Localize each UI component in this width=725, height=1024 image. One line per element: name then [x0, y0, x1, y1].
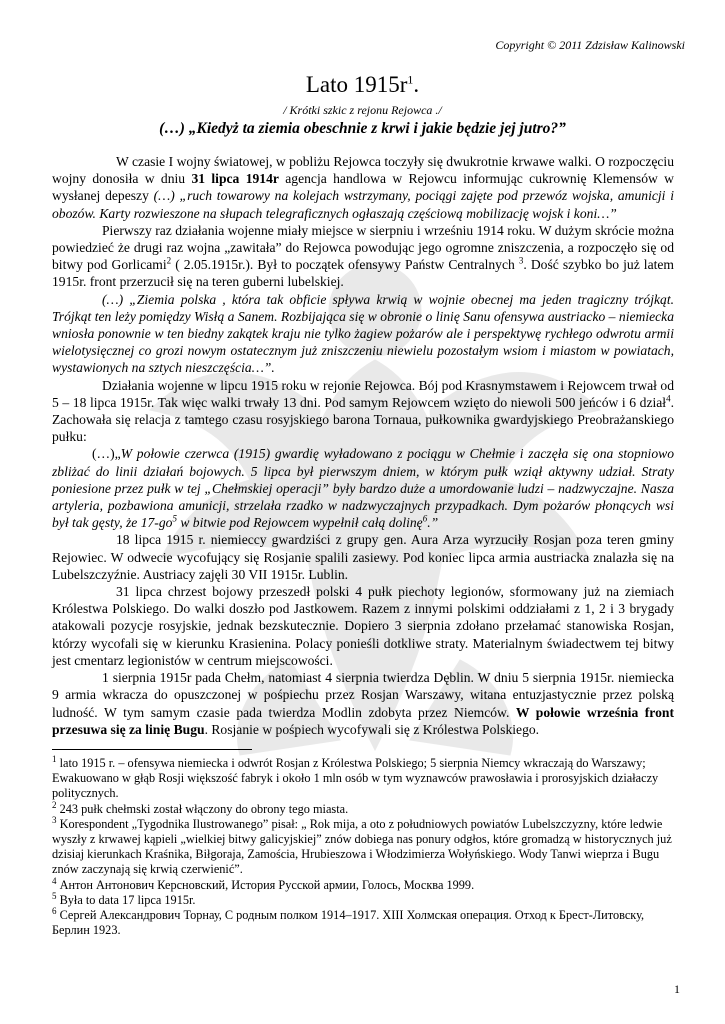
text-run: . Rosjanie w pośpiech wycofywali się z Królestwa Polskiego. — [204, 721, 540, 737]
italic-quote: W połowie czerwca (1915) gwardię wyładowano z pociągu w Chełmie i zaczęła się ona stopniowo zbliżać do linii działań bojowych. 5 lipca był pierwszym dniem, w którym pułk wziął aktywny udział. Straty poniesione przez pułk w tej „Chełmskiej operacji” były bardzo duże a umordowanie ludzi – nadzwyczajne. Nasza artyleria, pozbawiona amunicji, strzelała rzadko w nadzwyczajnych przypadkach. Dym pożarów płonących wsi był tak gęsty, że 17-go — [52, 446, 674, 531]
page-subtitle: / Krótki szkic z rejonu Rejowca ./ — [283, 103, 442, 117]
text-run: agencja handlowa w Rejowcu informując cukrownię Klemensów w wysłanej depeszy — [52, 171, 674, 204]
footnote-number: 5 — [52, 890, 57, 901]
quote-paragraph: (…) „Ziemia polska , która tak obficie spływa krwią w wojnie obecnej ma jeden tragiczny trójkąt. Trójkąt ten leży pomiędzy Wisłą a Sanem. Rozbijająca się w obronie o linię Sanu ofensywa austriacko – niemiecka wniosła ponownie w ten biedny zakątek kraju nie tylko żagiew pożarów ale i perspektywę rychłego odwrotu armii wielotysięcznej co grozi nowym ostatecznym już zniszczeniu niewielu pozostałym wsiom i miastom w powiatach, wystawionych na sztych nieszczęścia…”. — [52, 291, 674, 376]
footnote — [52, 905, 674, 938]
quote-paragraph — [52, 445, 674, 531]
footnote-ref: 1 — [407, 72, 414, 87]
text-run: . Zachowała się relacja z tamtego czasu rosyjskiego barona Tornaua, pułkownika gwardyjskiego Preobrażanskiego pułku: — [52, 394, 674, 445]
italic-quote: (…) „ruch towarowy na kolejach wstrzymany, pociągi zajęte pod przewóz wojska, amunicji i obozów. Karty rozwieszone na słupach telegraficznych ogłaszają częściową mobilizację wojsk i koni…” — [52, 188, 674, 221]
paragraph — [52, 153, 674, 222]
italic-quote: w bitwie pod Rejowcem wypełnił całą dolinę — [176, 515, 423, 531]
paragraph: 31 lipca chrzest bojowy przeszedł polski 4 pułk piechoty legionów, sformowany już na ziemiach Królestwa Polskiego. Do walki doszło pod Jastkowem. Razem z innymi polskimi oddziałami z 1, 2 i 3 brygady atakowali pozycje rosyjskie, jednak bezskutecznie. Dopiero 3 sierpnia zdołano przełamać stanowiska Rosjan, którzy wycofali się w kierunku Krasienina. Polacy ponieśli dotkliwe straty. Materialnym świadectwem tej bitwy jest cmentarz legionistów w centrum miejscowości. — [52, 584, 674, 668]
footnote-number: 4 — [52, 875, 57, 886]
bold-date: 31 lipca 1914r — [191, 171, 279, 187]
paragraph — [52, 377, 674, 446]
title-text: Lato 1915r — [305, 72, 408, 97]
article-body — [52, 153, 674, 738]
text-run: W czasie I wojny światowej, w pobliżu Rejowca toczyły się dwukrotnie krwawe walki. O rozpoczęciu wojny donosiła w dniu — [52, 154, 674, 187]
text-run: 1 sierpnia 1915r pada Chełm, natomiast 4 sierpnia twierdza Dęblin. W dniu 5 sierpnia 1915r. niemiecka 9 armia wkracza do opuszczonej w pośpiechu przez Rosjan Warszawy, witana entuzjastycznie przez polską ludność. W tym samym czasie pada twierdza Modlin zdobyta przez Niemców. — [52, 670, 674, 720]
footnote-ref: 2 — [166, 255, 172, 266]
copyright-notice: Copyright © 2011 Zdzisław Kalinowski — [495, 38, 685, 52]
footnote-number: 1 — [52, 753, 57, 764]
paragraph — [52, 222, 674, 291]
footnote — [52, 814, 674, 878]
footnote-ref: 6 — [422, 513, 428, 524]
footnote-number: 6 — [52, 905, 57, 916]
footnote-text: Korespondent „Tygodnika Ilustrowanego” pisał: „ Rok mija, a oto z południowych powiatów Lubelszczyzny, które ledwie wyszły z krwawej kąpieli „wielkiej bitwy galicyjskiej” znów dobiega nas ponury odgłos, które gromadzą w historycznych już dzisiaj kierunkach Kraśnika, Biłgoraja, Zamościa, Hrubieszowa i Włodzimierza Wołyńskiego. Wody Tanwi wieprza i Bugu znów zaczynają się krwią czerwienić”. — [52, 816, 672, 877]
footnote-ref: 5 — [172, 513, 177, 524]
footnote-text: Антон Антонович Керсновский, История Русской армии, Голось, Москва 1999. — [56, 877, 475, 892]
footnote-number: 3 — [52, 814, 57, 825]
page-title — [0, 72, 725, 98]
text-run: Pierwszy raz działania wojenne miały miejsce w sierpniu i wrześniu 1914 roku. W dużym skrócie można powiedzieć że drugi raz wojna „zawitała” do Rejowca powodując jego ogromne zniszczenia, a rozpoczęło się od bitwy pod Gorlicami — [52, 222, 674, 273]
footnote-number: 2 — [52, 799, 57, 810]
footnote — [52, 890, 674, 908]
footnote-text: Była to data 17 lipca 1915r. — [56, 892, 196, 907]
bold-text: W połowie września front przesuwa się za linię Bugu — [52, 704, 674, 737]
footnote-ref: 3 — [518, 255, 524, 266]
footnotes — [52, 753, 674, 938]
footnote-divider — [52, 749, 252, 750]
text-run: ( 2.05.1915r.). Był to początek ofensywy Państw Centralnych — [171, 257, 519, 273]
italic-quote: .” — [427, 515, 439, 531]
text-run: (…)„ — [92, 446, 121, 462]
text-run: . Dość szybko bo już latem 1915r. front przerzucił się na teren guberni lubelskiej. — [52, 257, 675, 290]
page-number: 1 — [674, 982, 680, 996]
paragraph: 18 lipca 1915 r. niemieccy gwardziści z grupy gen. Aura Arza wyrzuciły Rosjan poza teren gminy Rejowiec. W odwecie wycofujący się Rosjanie spalili zasiewy. Pod koniec lipca armia austriacka znalazła się na Lubelszczyźnie. Austriacy zajęli 30 VII 1915r. Lublin. — [52, 532, 674, 582]
footnote — [52, 799, 674, 817]
paragraph — [52, 669, 674, 738]
motto-quote: (…) „Kiedyż ta ziemia obeschnie z krwi i jakie będzie jej jutro?” — [159, 120, 566, 137]
title-suffix: . — [413, 72, 420, 97]
footnote-text: lato 1915 r. – ofensywa niemiecka i odwrót Rosjan z Królestwa Polskiego; 5 sierpnia Niemcy wkraczają do Warszawy; Ewakuowano w głąb Rosji większość fabryk i około 1 mln osób w tym wyznawców prawosławia i prorosyjskich działaczy politycznych. — [52, 756, 659, 801]
footnote — [52, 753, 674, 802]
footnote-text: 243 pułk chełmski został włączony do obrony tego miasta. — [56, 801, 349, 816]
footnote-text: Сергей Александрович Торнау, С родным полком 1914–1917. XIII Холмская операция. Отход к Брест-Литовску, Берлин 1923. — [52, 908, 645, 938]
footnote — [52, 875, 674, 893]
footnote-ref: 4 — [666, 393, 671, 404]
text-run: Działania wojenne w lipcu 1915 roku w rejonie Rejowca. Bój pod Krasnymstawem i Rejowcem trwał od 5 – 18 lipca 1915r. Tak więc walki trwały 13 dni. Pod samym Rejowcem wzięto do niewoli 500 jeńców i 6 dział — [52, 377, 674, 410]
